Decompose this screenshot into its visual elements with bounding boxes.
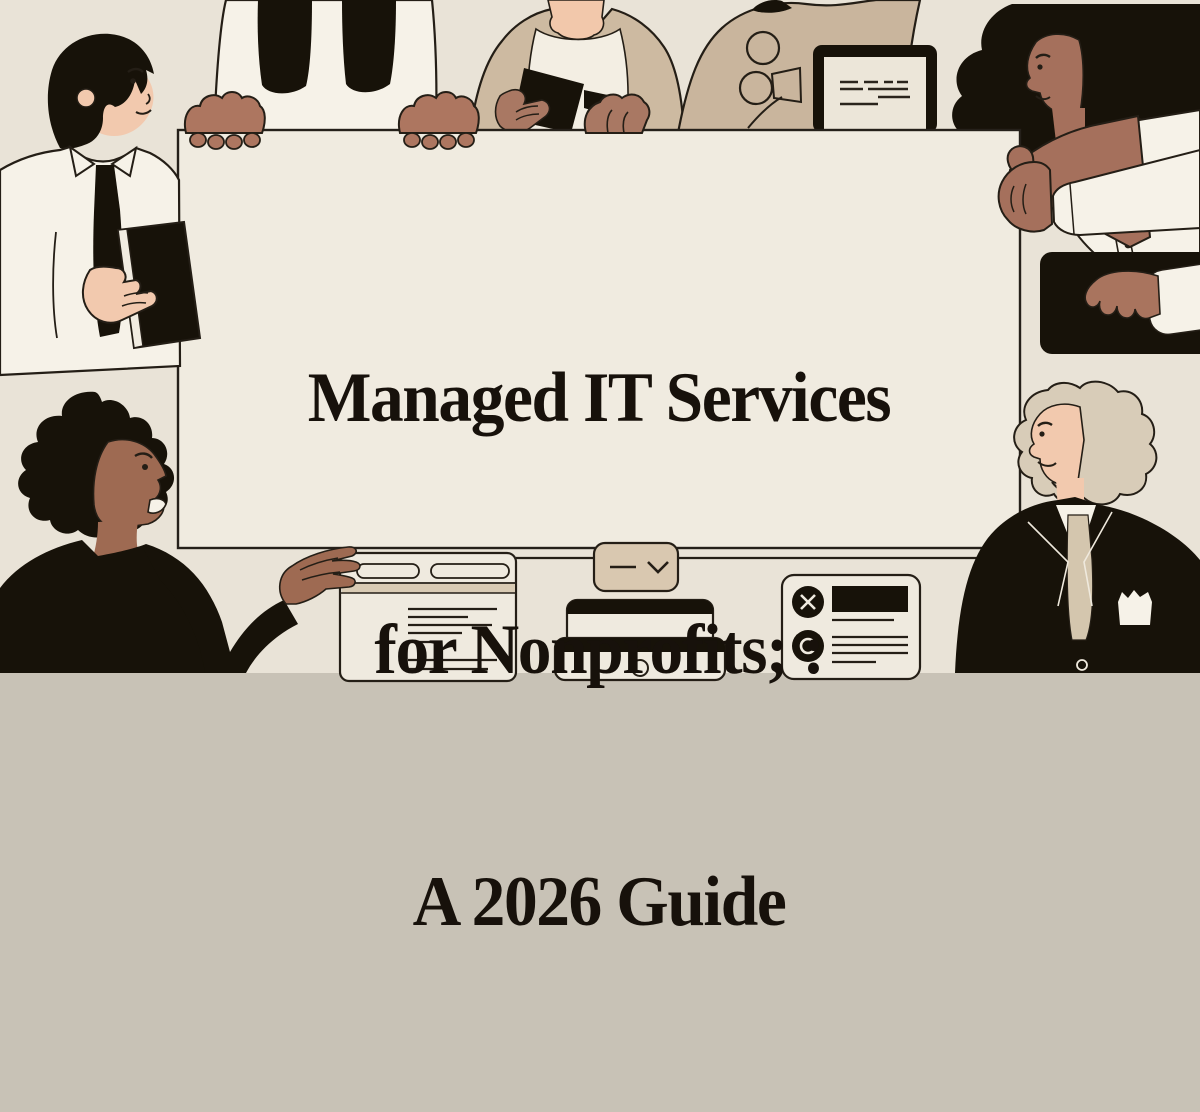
man-top-left <box>0 34 200 375</box>
person-top-cardigan <box>470 0 684 133</box>
sign-title-line-1: Managed IT Services <box>307 359 891 437</box>
sign-title <box>199 188 999 1112</box>
sign-title-line-3: A 2026 Guide <box>412 863 786 941</box>
laptop-icon <box>813 45 937 133</box>
handheld-black-card <box>1040 252 1200 354</box>
sign-title-line-2: for Nonprofits; : <box>374 611 824 689</box>
hand-on-sign-edge <box>584 90 649 133</box>
